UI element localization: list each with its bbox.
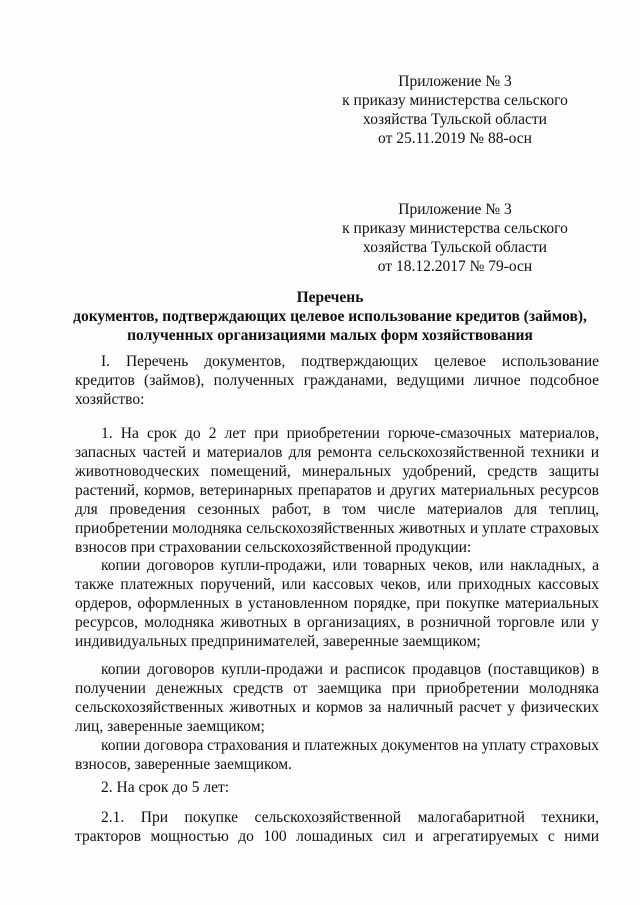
text-line: кредитов (займов), полученных гражданами, ведущими личное подсобное	[75, 372, 599, 389]
appendix-order-date: от 18.12.2017 № 79-осн	[377, 258, 533, 275]
appendix-number: Приложение № 3	[398, 201, 512, 218]
document-title	[60, 288, 600, 345]
title-line: Перечень	[296, 289, 364, 306]
appendix-header-previous	[330, 200, 580, 276]
text-line: животноводческих помещений, минеральных удобрений, средств защиты	[75, 463, 599, 480]
title-line: документов, подтверждающих целевое использование кредитов (займов),	[73, 308, 587, 325]
appendix-order-ref: к приказу министерства сельского	[342, 220, 568, 237]
appendix-order-ref: к приказу министерства сельского	[342, 92, 568, 109]
text-line: 2. На срок до 5 лет:	[101, 779, 230, 796]
text-line: взносов, заверенные заемщиком.	[75, 756, 292, 773]
appendix-ministry: хозяйства Тульской области	[363, 239, 547, 256]
text-line: лиц, заверенные заемщиком;	[75, 718, 265, 735]
text-line: копии договоров купли-продажи и расписок продавцов (поставщиков) в	[101, 661, 599, 678]
item-1-document-1	[75, 556, 599, 651]
text-line: также платежных поручений, или кассовых чеков, или приходных кассовых	[75, 576, 599, 593]
appendix-number: Приложение № 3	[398, 73, 512, 90]
text-line: ордеров, оформленных в установленном порядке, при покупке материальных	[75, 595, 599, 612]
text-line: 1. На срок до 2 лет при приобретении горюче-смазочных материалов,	[101, 425, 599, 442]
section-1-heading	[75, 352, 599, 409]
appendix-ministry: хозяйства Тульской области	[363, 111, 547, 128]
text-line: копии договоров купли-продажи, или товарных чеков, или накладных, а	[101, 557, 599, 574]
text-line: взносов при страховании сельскохозяйственной продукции:	[75, 539, 472, 556]
item-2-1-paragraph	[75, 808, 599, 846]
appendix-order-date: от 25.11.2019 № 88-осн	[378, 130, 532, 147]
item-1-document-3	[75, 736, 599, 774]
text-line: индивидуальных предпринимателей, заверенные заемщиком;	[75, 633, 481, 650]
text-line: растений, кормов, ветеринарных препаратов и других материальных ресурсов	[75, 482, 599, 499]
text-line: тракторов мощностью до 100 лошадиных сил и агрегатируемых с ними	[75, 828, 599, 845]
text-line: I. Перечень документов, подтверждающих целевое использование	[101, 353, 599, 370]
text-line: хозяйство:	[75, 391, 145, 408]
item-1-document-2	[75, 660, 599, 736]
text-line: приобретении молодняка сельскохозяйственных животных и уплате страховых	[75, 520, 599, 537]
text-line: копии договора страхования и платежных документов на уплату страховых	[101, 737, 599, 754]
text-line: сельскохозяйственных животных и кормов за наличный расчет у физических	[75, 699, 599, 716]
appendix-header-current	[340, 72, 570, 148]
text-line: получении денежных средств от заемщика при приобретении молодняка	[75, 680, 599, 697]
text-line: запасных частей и материалов для ремонта сельскохозяйственной техники и	[75, 444, 599, 461]
item-2-heading	[75, 778, 599, 797]
text-line: для проведения сезонных работ, в том числе материалов для теплиц,	[75, 501, 599, 518]
title-line: полученных организациями малых форм хозяйствования	[127, 327, 533, 344]
item-1-paragraph	[75, 424, 599, 557]
text-line: 2.1. При покупке сельскохозяйственной малогабаритной техники,	[101, 809, 599, 826]
text-line: ресурсов, молодняка животных в организациях, в розничной торговле или у	[75, 614, 599, 631]
